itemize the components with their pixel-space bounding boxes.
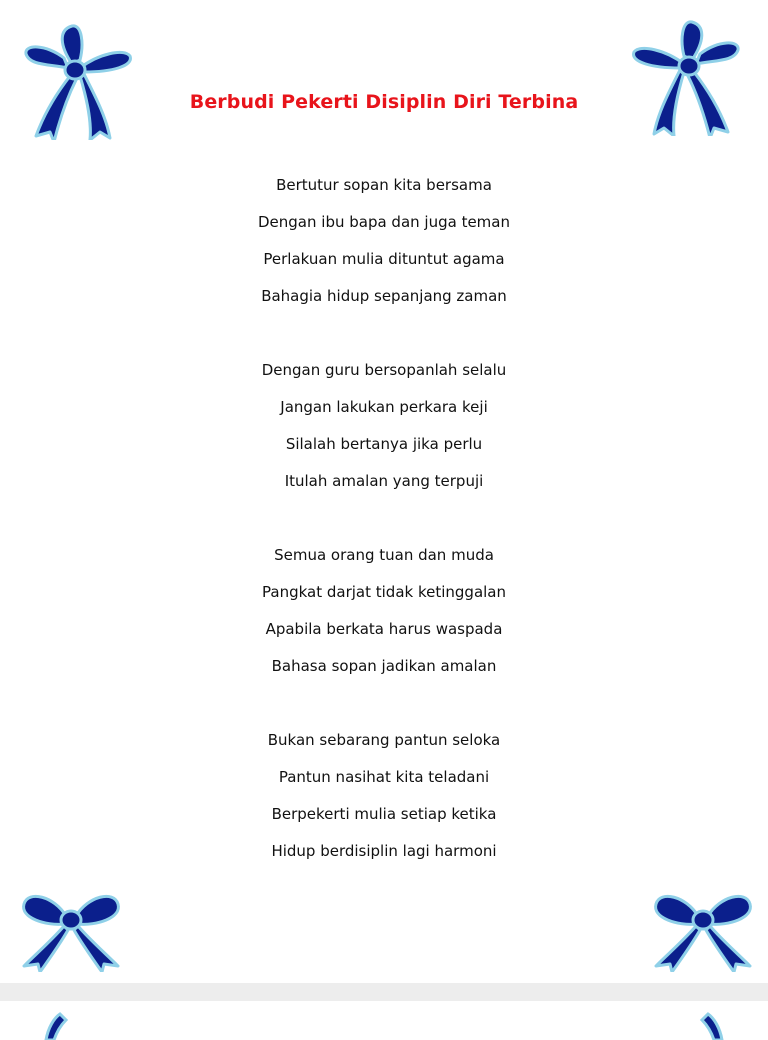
poem-line: Bahagia hidup sepanjang zaman bbox=[261, 287, 507, 305]
poem-line: Dengan guru bersopanlah selalu bbox=[261, 361, 507, 379]
ribbon-bow-icon bbox=[628, 20, 744, 136]
ribbon-bow-icon bbox=[672, 1010, 732, 1040]
poem-line: Semua orang tuan dan muda bbox=[274, 546, 494, 564]
stanza bbox=[0, 172, 768, 320]
ribbon-bow-icon bbox=[650, 888, 756, 972]
poem-title: Berbudi Pekerti Disiplin Diri Terbina bbox=[189, 91, 579, 113]
poem-line: Dengan ibu bapa dan juga teman bbox=[258, 213, 510, 231]
poem-line: Bertutur sopan kita bersama bbox=[276, 176, 492, 194]
page-separator bbox=[0, 983, 768, 1001]
poem-line: Jangan lakukan perkara keji bbox=[280, 398, 488, 416]
stanza bbox=[0, 542, 768, 690]
poem-line: Bukan sebarang pantun seloka bbox=[267, 731, 501, 749]
poem-line: Pantun nasihat kita teladani bbox=[278, 768, 490, 786]
poem-line: Berpekerti mulia setiap ketika bbox=[271, 805, 497, 823]
poem-line: Hidup berdisiplin lagi harmoni bbox=[271, 842, 497, 860]
stanza bbox=[0, 357, 768, 505]
poem-line: Perlakuan mulia dituntut agama bbox=[263, 250, 505, 268]
poem-line: Itulah amalan yang terpuji bbox=[284, 472, 484, 490]
ribbon-bow-icon bbox=[20, 24, 136, 140]
ribbon-bow-icon bbox=[18, 888, 124, 972]
stanza bbox=[0, 727, 768, 875]
poem-line: Apabila berkata harus waspada bbox=[265, 620, 503, 638]
poem-line: Pangkat darjat tidak ketinggalan bbox=[262, 583, 506, 601]
poem-line: Bahasa sopan jadikan amalan bbox=[271, 657, 497, 675]
next-page bbox=[0, 1001, 768, 1024]
poem-line: Silalah bertanya jika perlu bbox=[285, 435, 483, 453]
poem-body bbox=[0, 172, 768, 912]
ribbon-bow-icon bbox=[36, 1010, 96, 1040]
